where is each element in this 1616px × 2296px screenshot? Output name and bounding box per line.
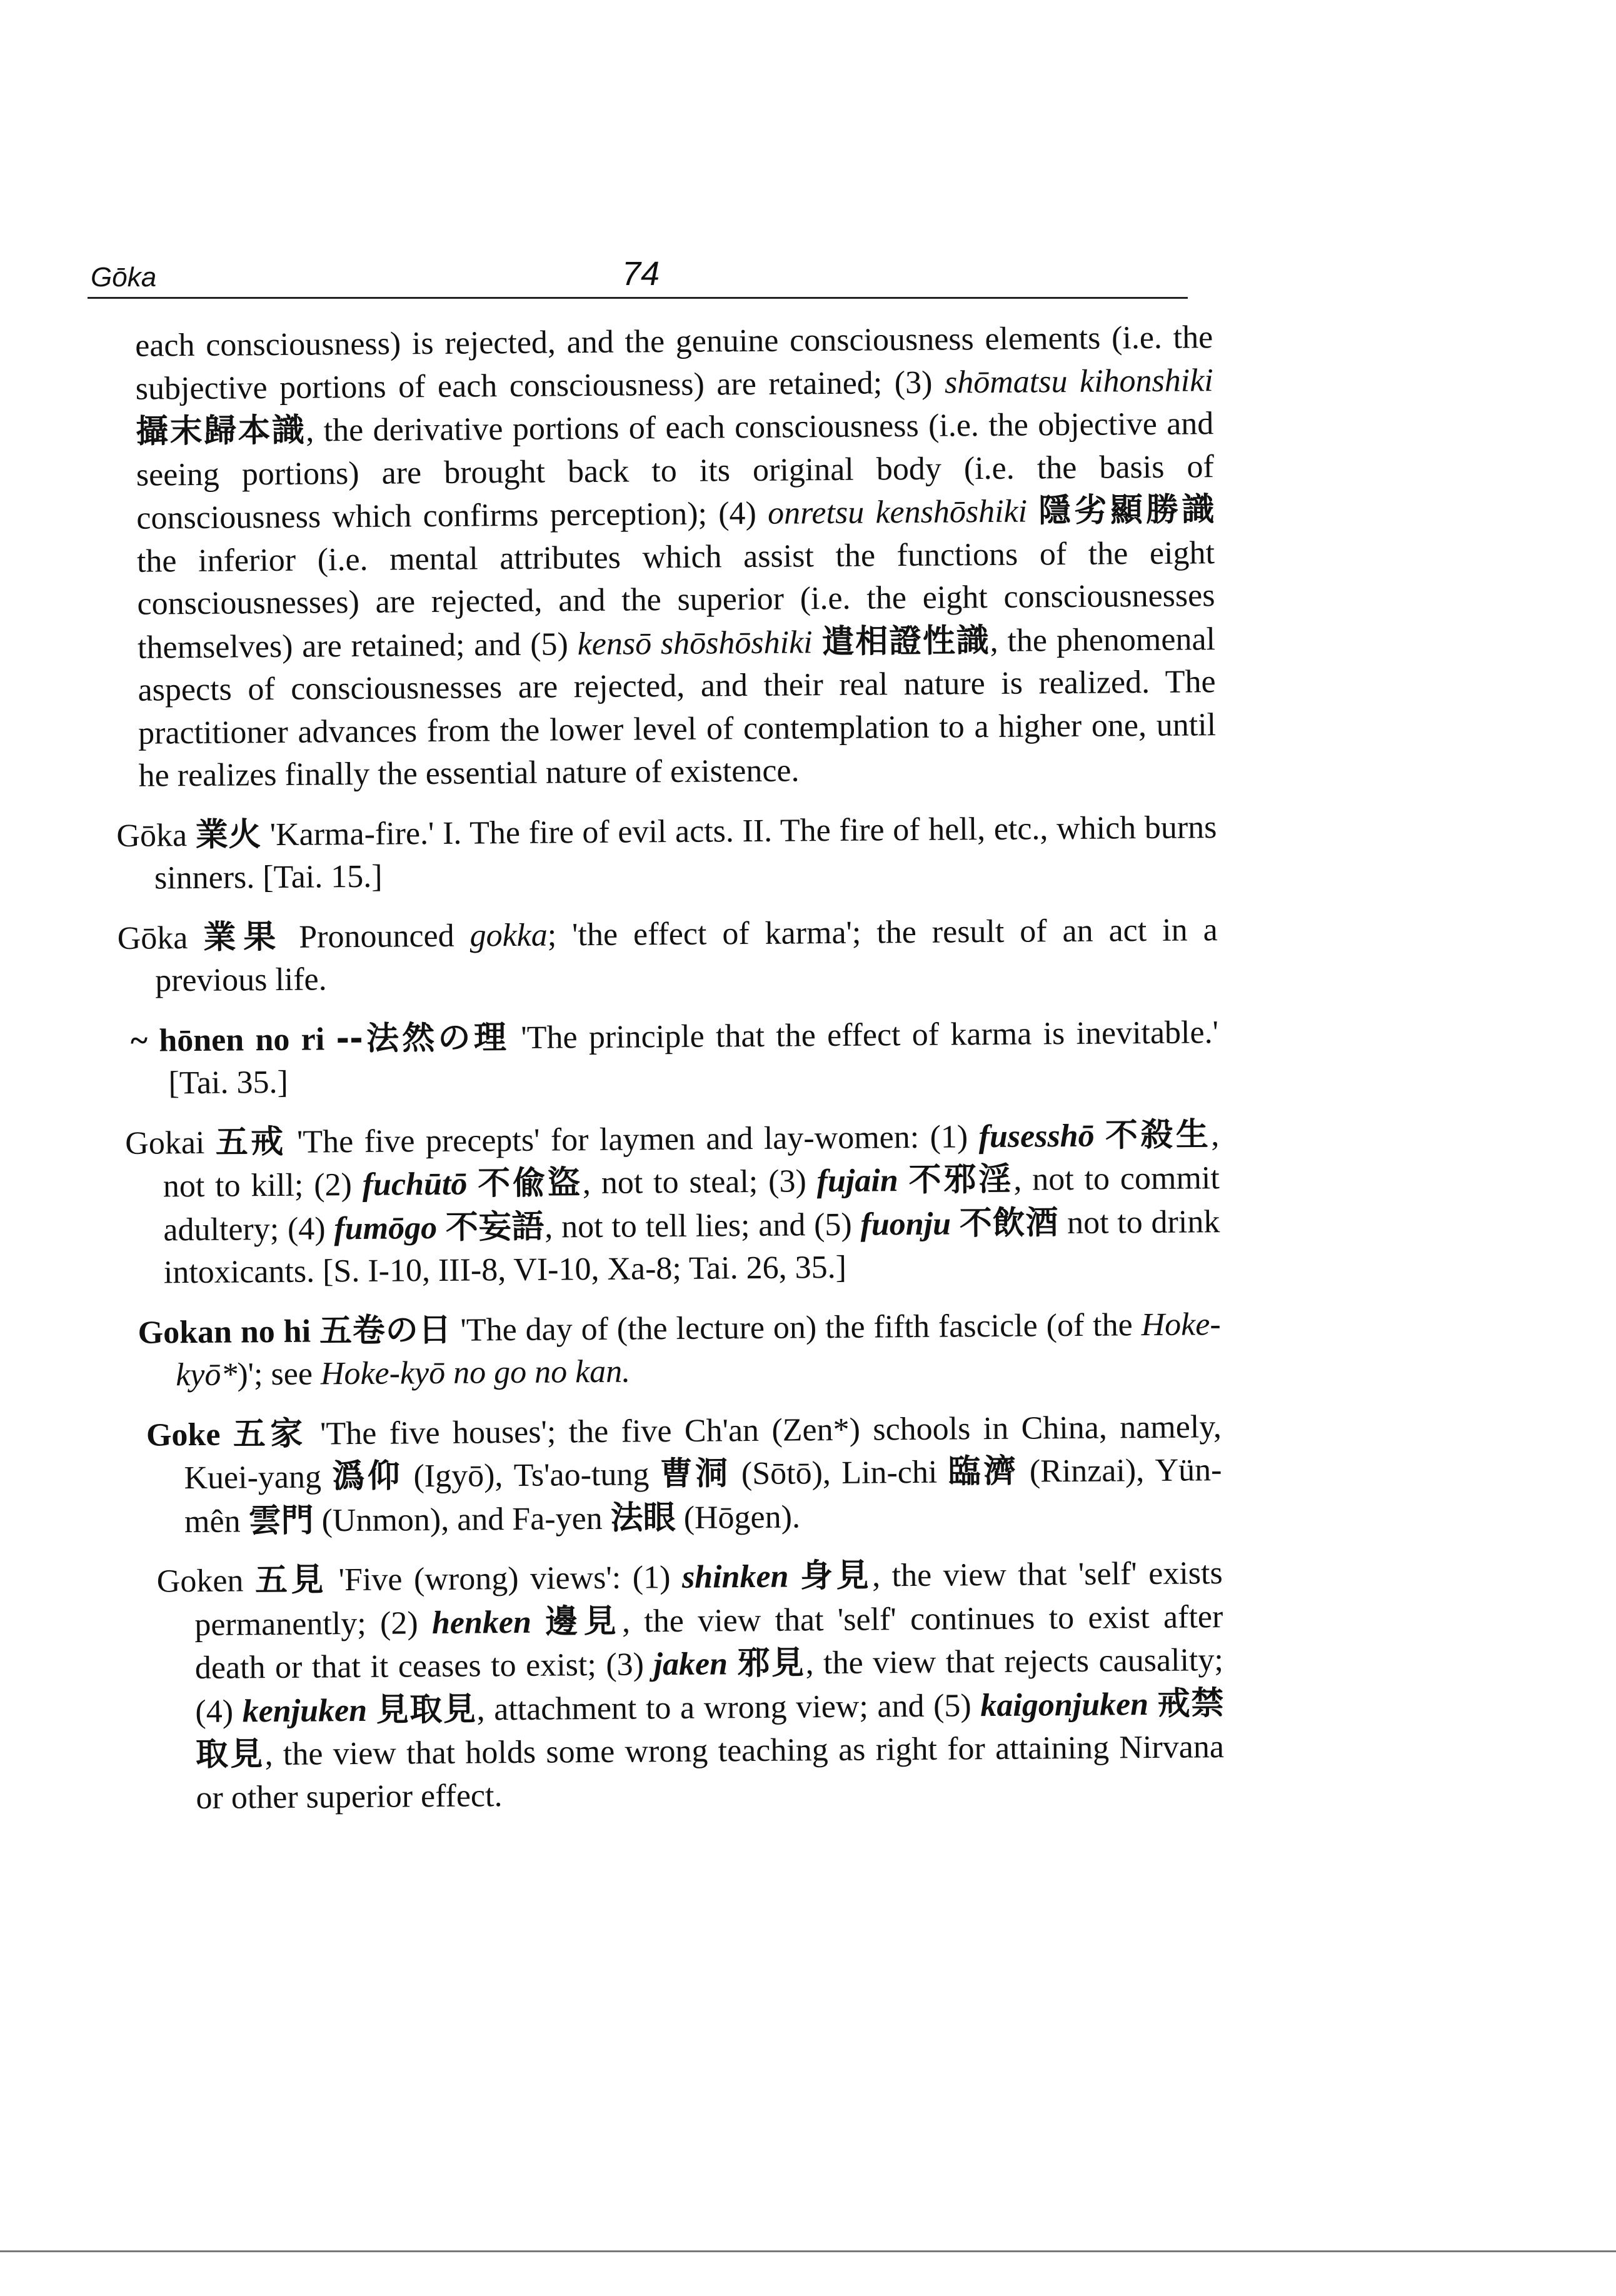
running-header [88,247,1188,299]
continuation-text: each consciousness) is rejected, and the genuine consciousness elements (i.e. the subjective portions of each consciousness) are retained; (3) [135,319,1213,407]
entry-kanji: 業火 [195,815,262,854]
entry-headword: Gokan no hi [138,1313,311,1351]
romanized-term: shinken [681,1558,789,1595]
kanji-term: 不殺生 [1105,1115,1212,1155]
entry-headword: Gokai [125,1125,205,1161]
entry-definition: , the view that 'self' exists permanently; (2) [194,1555,1223,1643]
entry-definition: , the view that rejects causality; (4) [195,1642,1224,1730]
entry-definition: , not to steal; (3) [582,1163,817,1201]
entry-definition: 'The principle that the effect of karma is inevitable.' [Tai. 35.] [168,1014,1219,1101]
romanized-term: fuonju [860,1206,951,1243]
kanji-term: 身見 [800,1557,873,1595]
entry-definition: (Igyō), Ts'ao-tung [402,1456,660,1495]
romanized-term: jaken [653,1646,728,1683]
entry-goka-fire [116,806,1217,901]
entry-definition: not to drink intoxicants. [S. I-10, III-8, VI-10, Xa-8; Tai. 26, 35.] [163,1203,1220,1291]
kanji-term: 法眼 [610,1498,676,1537]
entry-headword: Goke [146,1416,221,1453]
entry-goke [146,1405,1223,1544]
entry-definition: 'The five precepts' for laymen and lay-women: (1) [296,1118,979,1160]
kanji-term: 不偸盜 [477,1164,583,1203]
entry-definition: , not to kill; (2) [163,1116,1220,1205]
entry-gokai [125,1113,1220,1295]
entry-definition: ; 'the effect of karma'; the result of an act in a previous life. [155,911,1218,999]
entry-headword: ~ hōnen no ri [130,1021,325,1059]
dictionary-body [113,316,1225,1837]
entry-kanji: --法然の理 [336,1018,510,1058]
entry-definition: , attachment to a wrong view; and (5) [476,1687,981,1727]
entry-headword: Gōka [117,920,188,956]
romanized-term: fumōgo [334,1210,438,1246]
kanji-term: 邊見 [545,1602,623,1641]
continuation-paragraph [135,316,1217,798]
kanji-term: 不飲酒 [959,1203,1059,1242]
entry-kanji: 五見 [254,1561,328,1600]
entry-definition: (Unmon), and Fa-yen [313,1500,611,1539]
entry-definition: , the view that 'self' continues to exist after death or that it ceases to exist; (3) [194,1598,1223,1687]
continuation-text: the inferior (i.e. mental attributes which assist the functions of the eight consciousnesses) are rejected, and the superior (i.e. the eight consciousnesses themselves) are retained; and (5) [136,534,1215,666]
entry-definition: 'The day of (the lecture on) the fifth fascicle (of the [460,1306,1142,1348]
kanji-term: 不妄語 [445,1208,545,1246]
entry-definition: )'; see [237,1356,321,1393]
kanji-term: 臨濟 [948,1452,1019,1491]
kanji-term: 攝末歸本識 [136,411,306,451]
bottom-scan-edge [0,2250,1616,2252]
entry-goka-effect [117,908,1218,1003]
entry-kanji: 五卷の日 [319,1311,452,1350]
continuation-text: , the derivative portions of each consciousness (i.e. the objective and seeing portions) are brought back to its original body (i.e. the basis of consciousness which confirms perception); (4) [136,406,1215,536]
romanized-term: shōmatsu kihonshiki [944,362,1213,401]
entry-headword: Goken [156,1563,244,1600]
continuation-text: , the phenomenal aspects of consciousnesses are rejected, and their real nature is realized. The practitioner advances from the lower level of contemplation to a higher one, until he realizes finally the essential nature of existence. [138,621,1217,794]
page-number: 74 [622,255,660,293]
entry-definition: , not to tell lies; and (5) [545,1206,861,1245]
entry-definition: (Hōgen). [675,1498,801,1536]
kanji-term: 雲門 [248,1501,314,1540]
kanji-term: 隱劣顯勝識 [1038,491,1215,530]
entry-definition: (Rinzai), Yün-mên [184,1452,1222,1540]
romanized-term: henken [431,1604,532,1641]
kanji-term: 不邪淫 [908,1160,1014,1200]
cross-reference: Hoke-kyō* [175,1306,1221,1393]
entry-definition: 'Five (wrong) views': (1) [338,1559,683,1598]
entry-kanji: 業果 [203,918,284,956]
kanji-term: 曹洞 [660,1455,731,1493]
entry-headword: Gōka [116,817,188,854]
entry-kanji: 五家 [233,1415,308,1453]
cross-reference: Hoke-kyō no go no kan. [320,1353,631,1392]
running-head-word: Gōka [91,262,157,293]
entry-definition: 'The five houses'; the five Ch'an (Zen*) schools in China, namely, Kuei-yang [184,1408,1222,1496]
entry-kanji: 五戒 [215,1123,286,1161]
entry-definition: Pronounced [298,918,470,955]
kanji-term: 見取見 [376,1690,477,1729]
entry-definition: (Sōtō), Lin-chi [730,1454,948,1492]
kanji-term: 邪見 [737,1644,806,1683]
entry-definition: 'Karma-fire.' I. The fire of evil acts. II. The fire of hell, etc., which burns sinners. [Tai. 15.] [154,809,1217,896]
entry-gokan-no-hi [138,1303,1221,1398]
romanized-term: onretsu kenshōshiki [767,493,1028,531]
romanized-term: fuchūtō [362,1166,468,1203]
romanized-term: kensō shōshōshiki [577,624,813,662]
entry-definition: , the view that holds some wrong teaching as right for attaining Nirvana or other superior effect. [196,1729,1225,1816]
kanji-term: 遣相證性識 [821,621,990,661]
reading-term: gokka [469,917,548,954]
romanized-term: fujain [816,1163,898,1200]
romanized-term: fusesshō [978,1118,1095,1155]
entry-definition: , not to commit adultery; (4) [163,1160,1220,1248]
entry-goken [157,1552,1225,1820]
romanized-term: kenjuken [242,1692,368,1729]
kanji-term: 潙仰 [332,1457,403,1496]
kanji-term: 戒禁取見 [195,1684,1224,1774]
entry-honen-no-ri [131,1011,1219,1106]
romanized-term: kaigonjuken [980,1686,1149,1723]
